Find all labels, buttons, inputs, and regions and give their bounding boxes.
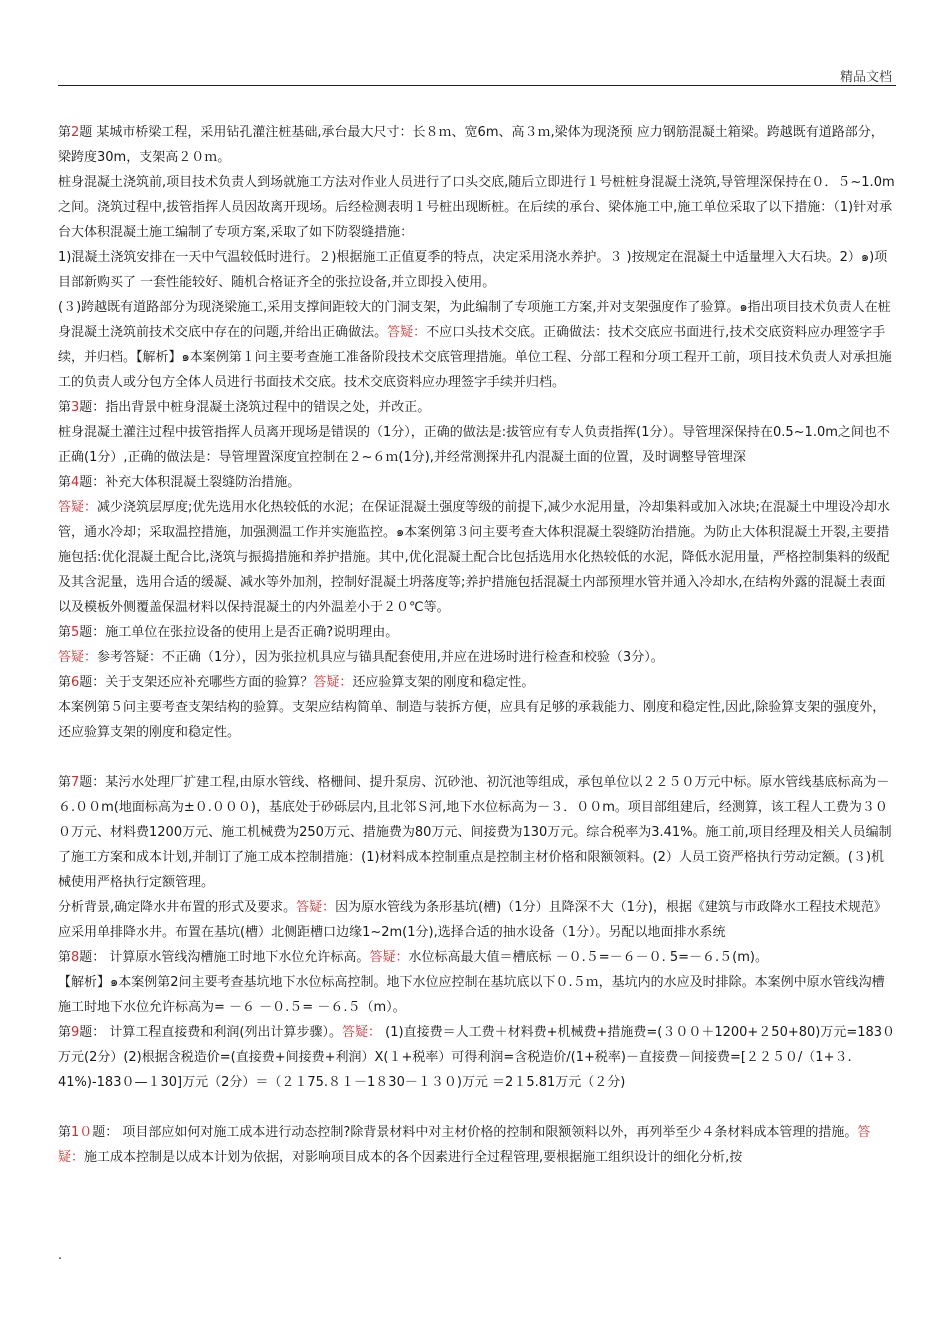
paragraph: 本案例第５问主要考查支架结构的验算。支架应结构简单、制造与装拆方便，应具有足够的承栽能力、刚度和稳定性,因此,除验算支架的强度外，还应验算支架的刚度和稳定性。 (58, 700, 886, 740)
question-number: 4 (71, 475, 80, 490)
question-number: 5 (71, 625, 80, 640)
paragraph: 1)混凝土浇筑安排在一天中气温较低时进行。２)根据施工正值夏季的特点，决定采用浇水养护。３ )按规定在混凝土中适量埋入大石块。2）๑)项目部新购买了 一套性能较好、随机合格证齐全的张拉设备,并立即投入使用。 (58, 250, 888, 290)
question-5: 第5题：施工单位在张拉设备的使用上是否正确?说明理由。 (58, 625, 399, 640)
paragraph: 桩身混凝土浇筑前,项目技术负责人到场就施工方法对作业人员进行了口头交底,随后立即进行１号桩桩身混凝土浇筑,导管埋深保持在０．５~1.0m之间。浇筑过程中,拔管指挥人员因故离开现场。后经检测表明１号桩出现断桩。在后续的承台、梁体施工中,施工单位采取了以下措施：（1)针对承台大体积混凝土施工编制了专项方案,采取了如下防裂缝措施： (58, 175, 895, 240)
answer-label: 答疑： (342, 1025, 382, 1040)
question-7: 第7题：某污水处理厂扩建工程,由原水管线、格栅间、提升泵房、沉砂池、初沉池等组成，承包单位以２２５０万元中标。原水管线基底标高为－６.００m(地面标高为±０.０００)，基底处于砂砾层内,且北邻Ｓ河,地下水位标高为－３．００m。项目部组建后，经测算，该工程人工费为３００万元、材料费1200万元、施工机械费为250万元、措施费为80万元、间接费为130万元。综合税率为3.41%。施工前,项目经理及相关人员编制了施工方案和成本计划,并制订了施工成本控制措施：(1)材料成本控制重点是控制主材价格和限额领料。(2）人员工资严格执行劳动定额。(３)机械使用严格执行定额管理。 (58, 775, 892, 890)
question-number: 1０ (71, 1125, 93, 1140)
question-3: 第3题：指出背景中桩身混凝土浇筑过程中的错误之处，并改正。 (58, 400, 431, 415)
header-label: 精品文档 (839, 70, 892, 85)
question-number: 6 (71, 675, 80, 690)
answer-label: 答疑： (313, 675, 353, 690)
question-number: 9 (71, 1025, 80, 1040)
paragraph: 桩身混凝土灌注过程中拔管指挥人员离开现场是错误的（1分），正确的做法是:拔管应有专人负责指挥(1分）。导管埋深保持在0.5~1.0m之间也不正确(1分）,正确的做法是：导管埋置深度宜控制在２~６ｍ(1分),并经常测探井孔内混凝土面的位置，及时调整导管埋深 (58, 425, 890, 465)
question-number: 2 (71, 125, 80, 140)
question-10: 第1０题： 项目部应如何对施工成本进行动态控制?除背景材料中对主材价格的控制和限额领料以外，再列举至少４条材料成本管理的措施。答疑：施工成本控制是以成本计划为依据，对影响项目成本的各个因素进行全过程管理,要根据施工组织设计的细化分析,按 (58, 1125, 871, 1165)
question-8: 第8题： 计算原水管线沟槽施工时地下水位允许标高。答疑：水位标高最大值＝槽底标 －０.５=－６－０. 5=－６.５(m)。 (58, 950, 768, 965)
paragraph: 【解析】๑本案例第2问主要考查基坑地下水位标高控制。地下水位应控制在基坑底以下０.５ｍ，基坑内的水应及时排除。本案例中原水管线沟槽施工时地下水位允许标高为= －６ －０.５= －６.５（m）。 (58, 975, 885, 1015)
question-number: 7 (71, 775, 80, 790)
answer-label: 答疑： (58, 650, 98, 665)
answer-label: 答疑： (387, 325, 427, 340)
question-2: 第2题 某城市桥梁工程，采用钻孔灌注桩基础,承台最大尺寸：长８ｍ、宽6m、高３ｍ,梁体为现浇预 应力钢筋混凝土箱梁。跨越既有道路部分，梁跨度30m，支架高２０ｍ。 (58, 125, 884, 165)
answer-label: 答疑： (58, 1125, 871, 1165)
question-number: 3 (71, 400, 80, 415)
answer-label: 答疑： (58, 500, 98, 515)
paragraph: (３)跨越既有道路部分为现浇梁施工,采用支撑间距较大的门洞支架，为此编制了专项施工方案,并对支架强度作了验算。๑指出项目技术负责人在桩身混凝土浇筑前技术交底中存在的问题,并给出正确做法。答疑：不应口头技术交底。正确做法：技术交底应书面进行,技术交底资料应办理签字手续，并归档。【解析】๑本案例第１问主要考查施工准备阶段技术交底管理措施。单位工程、分部工程和分项工程开工前，项目技术负责人对承担施工的负责人或分包方全体人员进行书面技术交底。技术交底资料应办理签字手续并归档。 (58, 300, 892, 390)
footer-dot: . (58, 1248, 63, 1263)
spacer (58, 1095, 896, 1120)
answer: 答疑：减少浇筑层厚度;优先选用水化热较低的水泥；在保证混凝土强度等级的前提下,减少水泥用量，冷却集料或加入冰块;在混凝土中埋设冷却水管，通水冷却；采取温控措施，加强测温工作并实施监控。๑本案例第３问主要考查大体积混凝土裂缝防治措施。为防止大体积混凝土开裂,主要措施包括:优化混凝土配合比,浇筑与振捣措施和养护措施。其中,优化混凝土配合比包括选用水化热较低的水泥，降低水泥用量，严格控制集料的级配及其含泥量，选用合适的缓凝、减水等外加剂，控制好混凝土坍落度等;养护措施包括混凝土内部预埋水管并通入冷却水,在结构外露的混凝土表面以及模板外侧覆盖保温材料以保持混凝土的内外温差小于２０℃等。 (58, 500, 890, 615)
answer-label: 答疑： (369, 950, 409, 965)
answer: 答疑：参考答疑：不正确（1分），因为张拉机具应与锚具配套使用,并应在进场时进行检查和校验（3分）。 (58, 650, 664, 665)
answer-label: 答疑： (296, 900, 336, 915)
document-body (58, 120, 896, 1170)
paragraph: 分析背景,确定降水井布置的形式及要求。答疑：因为原水管线为条形基坑(槽)（1分）且降深不大（1分)，根据《建筑与市政降水工程技术规范》应采用单排降水井。布置在基坑(槽）北侧距槽口边缘1~2m(1分),选择合适的抽水设备（1分）。另配以地面排水系统 (58, 900, 887, 940)
question-4: 第4题：补充大体积混凝土裂缝防治措施。 (58, 475, 301, 490)
spacer (58, 745, 896, 770)
question-9: 第9题： 计算工程直接费和利润(列出计算步骤）。答疑： (1)直接费＝人工费＋材料费+机械费+措施费=(３００＋1200+２50+80)万元=183０万元(2分）(2)根据含税造价=(直接费+间接费+利润）X(１+税率）可得利润=含税造价/(1+税率)－直接费－间接费=[２２５０/（1+３. 41%)-183０—１30]万元（2分）＝（２１75.８１－1８30－１３０)万元 ＝2１5.81万元（２分) (58, 1025, 896, 1090)
question-number: 8 (71, 950, 80, 965)
question-6: 第6题：关于支架还应补充哪些方面的验算？答疑：还应验算支架的刚度和稳定性。 (58, 675, 535, 690)
header-rule (58, 85, 896, 86)
